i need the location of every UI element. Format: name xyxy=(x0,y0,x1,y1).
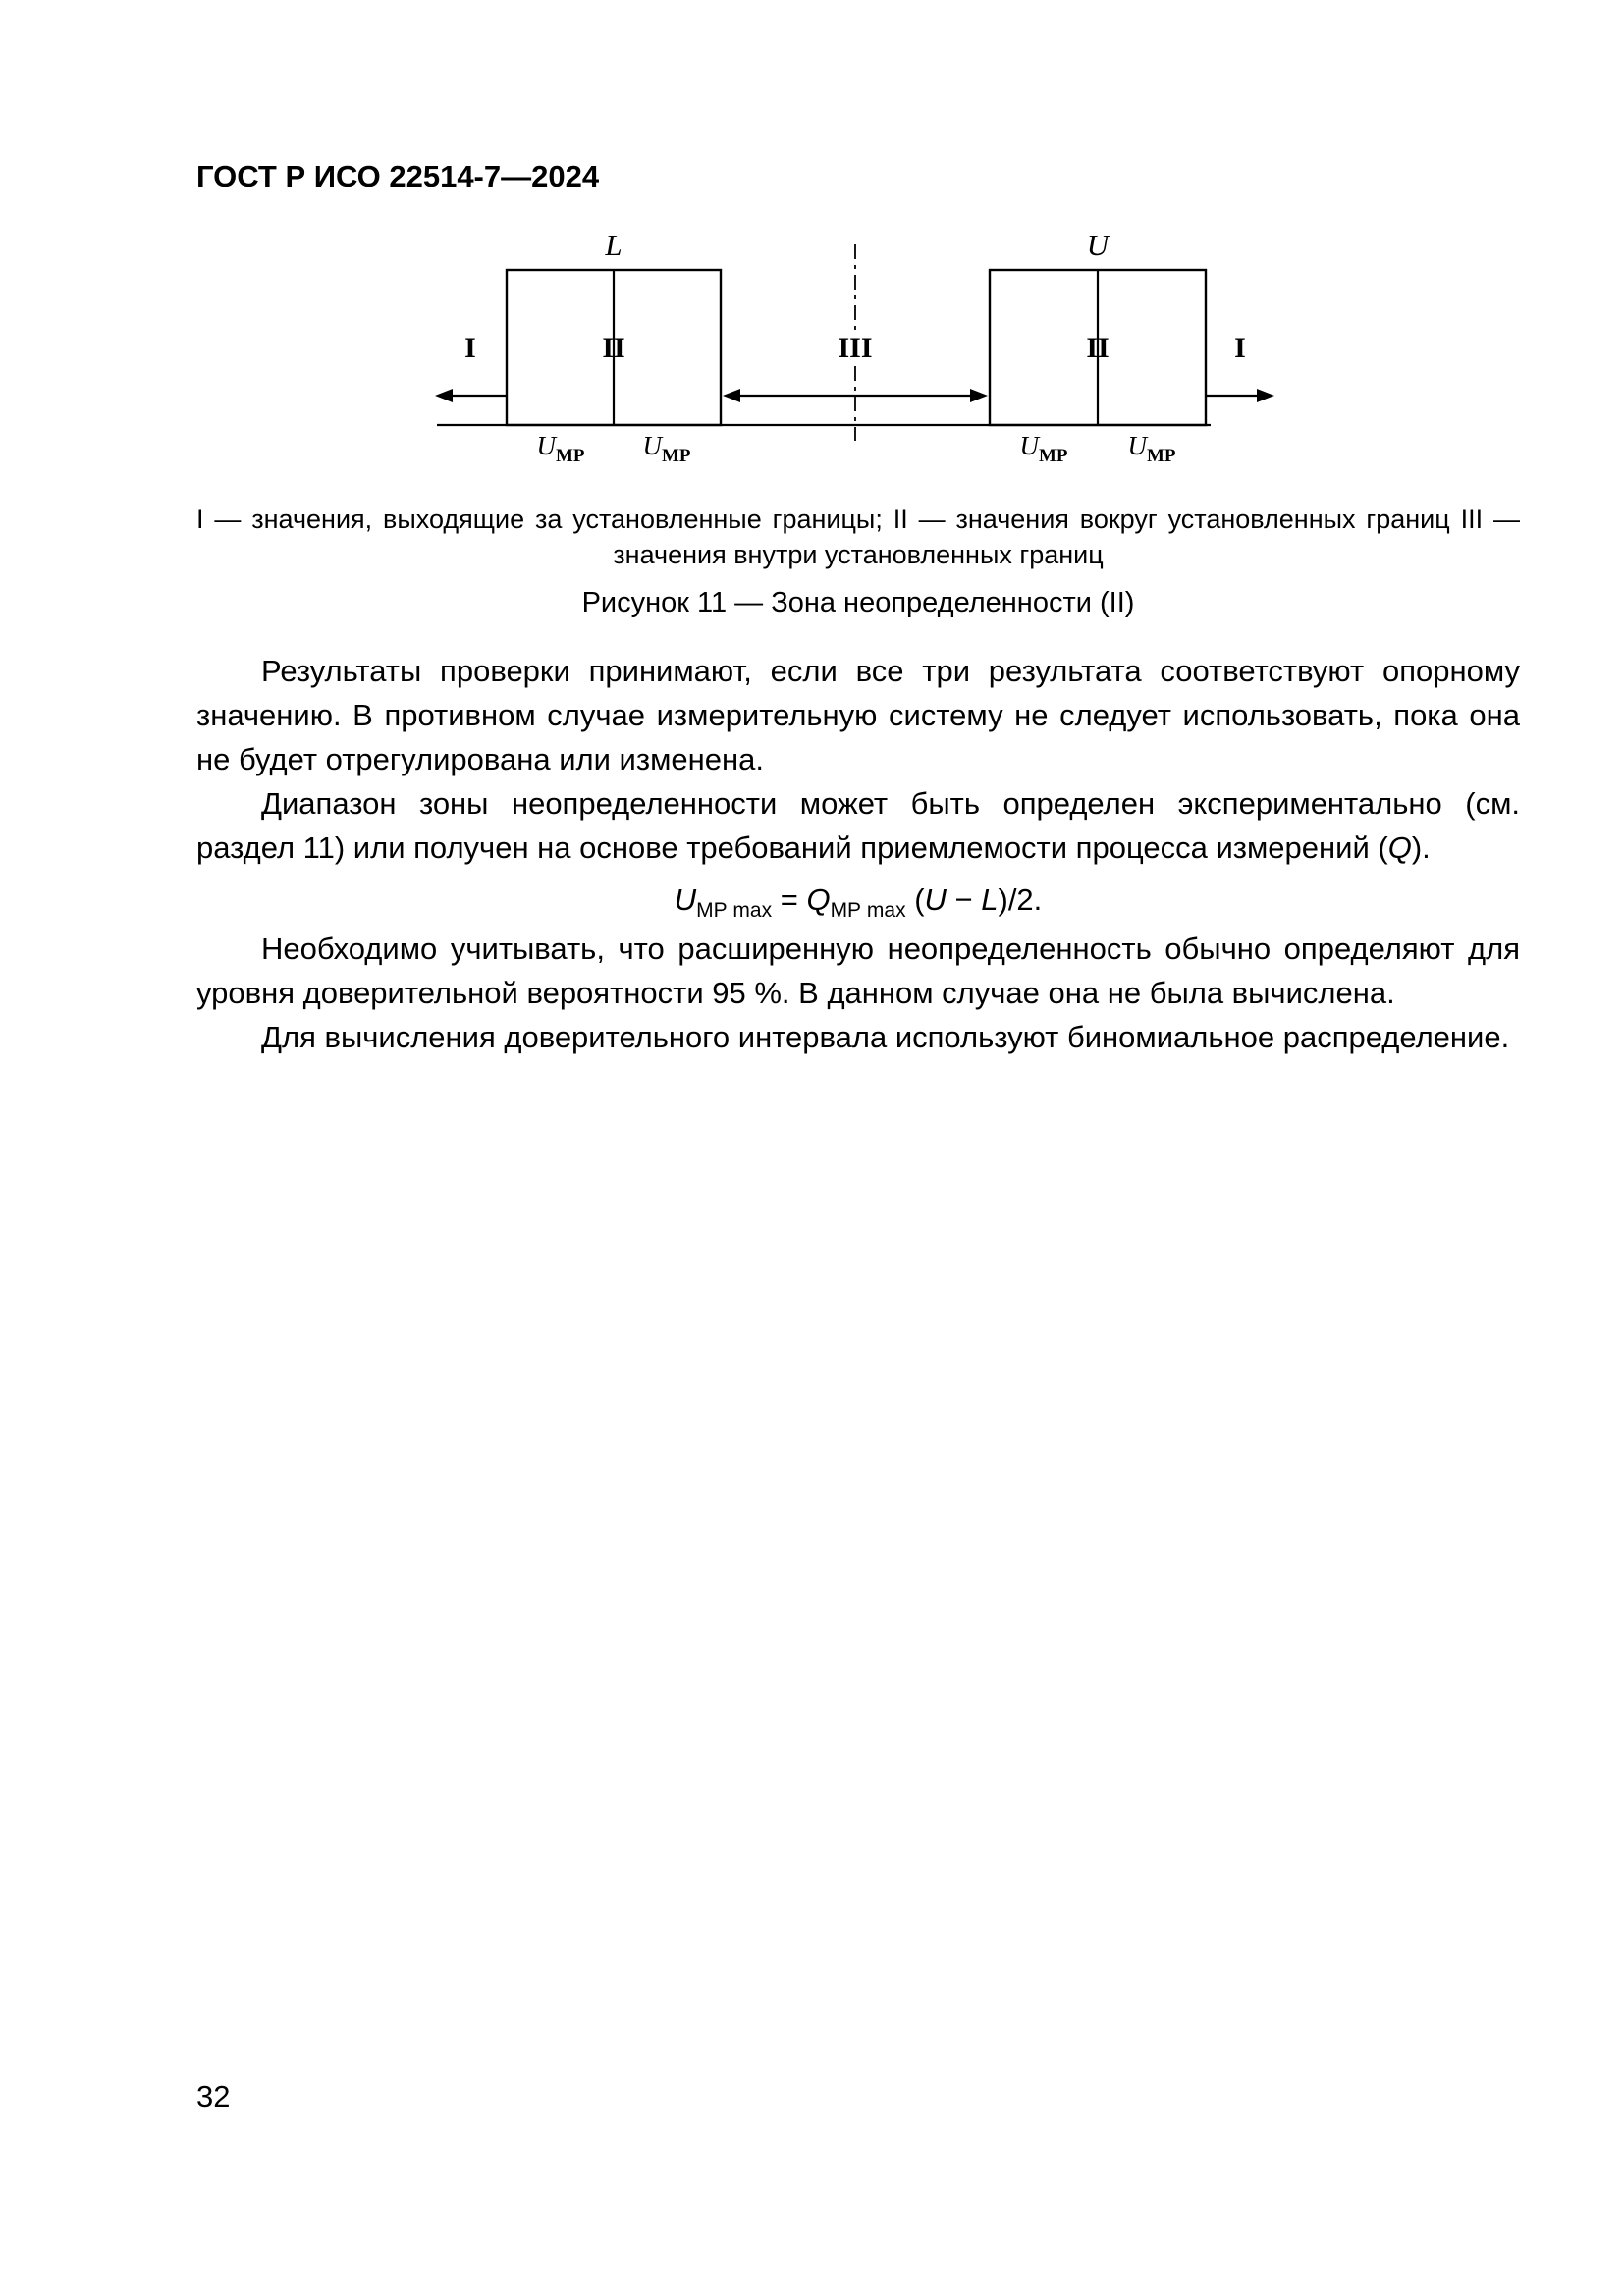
formula-ump-max xyxy=(196,878,1520,922)
ump-sub: МР xyxy=(555,446,585,466)
left-arrowhead-icon xyxy=(435,389,453,402)
upper-limit-label: U xyxy=(1086,232,1110,262)
ump-sub: МР xyxy=(1038,446,1068,466)
middle-left-arrowhead-icon xyxy=(723,389,740,402)
body-text xyxy=(196,649,1520,1059)
figure-legend: I — значения, выходящие за установленные границы; II — значения вокруг установленных границ III — значения внутри установленных границ xyxy=(196,505,1520,569)
paragraph-binomial: Для вычисления доверительного интервала используют биномиальное распределение. xyxy=(261,1020,1510,1054)
ump-label-4 xyxy=(1127,431,1175,466)
page-number: 32 xyxy=(196,2079,231,2113)
zone-II-right-label: II xyxy=(1086,332,1110,364)
formula-var-u: U xyxy=(924,882,947,917)
paragraph-expanded-uncertainty: Необходимо учитывать, что расширенную неопределенность обычно определяют для уровня доверительной вероятности 95 %. В данном случае она не была вычислена. xyxy=(196,932,1520,1010)
ump-sub: МР xyxy=(661,446,691,466)
formula-lhs-var: U xyxy=(674,882,697,917)
formula-lhs-sub: МР max xyxy=(696,899,773,922)
formula-rhs-sub: МР max xyxy=(830,899,906,922)
ump-label-2 xyxy=(642,431,690,466)
ump-var: U xyxy=(536,431,556,460)
zone-I-left-label: I xyxy=(464,332,476,364)
middle-right-arrowhead-icon xyxy=(970,389,988,402)
zone-I-right-label: I xyxy=(1234,332,1246,364)
formula-open-paren: ( xyxy=(905,882,925,917)
paragraph-uncertainty-range xyxy=(196,781,1520,870)
formula-rhs-var: Q xyxy=(806,882,831,917)
para2-text-post: ). xyxy=(1411,830,1431,865)
right-arrowhead-icon xyxy=(1257,389,1274,402)
figure-caption: Рисунок 11 — Зона неопределенности (II) xyxy=(581,587,1135,618)
ump-var: U xyxy=(1019,431,1039,460)
para2-variable-q: Q xyxy=(1387,830,1412,865)
formula-var-l: L xyxy=(981,882,999,917)
ump-var: U xyxy=(642,431,662,460)
lower-limit-label: L xyxy=(605,232,623,262)
page-header: ГОСТ Р ИСО 22514-7—2024 xyxy=(196,159,600,193)
zone-III-label: III xyxy=(838,332,873,364)
formula-minus: − xyxy=(946,882,982,917)
formula-close: )/2. xyxy=(998,882,1043,917)
paragraph-check-results: Результаты проверки принимают, если все три результата соответствуют опорному значению. В противном случае измерительную систему не следует использовать, пока она не будет отрегулирована или изменена. xyxy=(196,654,1520,776)
zone-II-left-label: II xyxy=(602,332,625,364)
uncertainty-zone-diagram xyxy=(196,232,1520,472)
ump-label-3 xyxy=(1019,431,1067,466)
ump-var: U xyxy=(1127,431,1147,460)
formula-equals: = xyxy=(772,882,807,917)
ump-sub: МР xyxy=(1146,446,1176,466)
ump-label-1 xyxy=(536,431,584,466)
figure-11 xyxy=(196,232,1520,619)
zone-diagram-svg xyxy=(433,232,1283,472)
para2-text-pre: Диапазон зоны неопределенности может быть определен экспериментально (см. раздел 11) или получен на основе требований приемлемости процесса измерений ( xyxy=(196,786,1520,865)
